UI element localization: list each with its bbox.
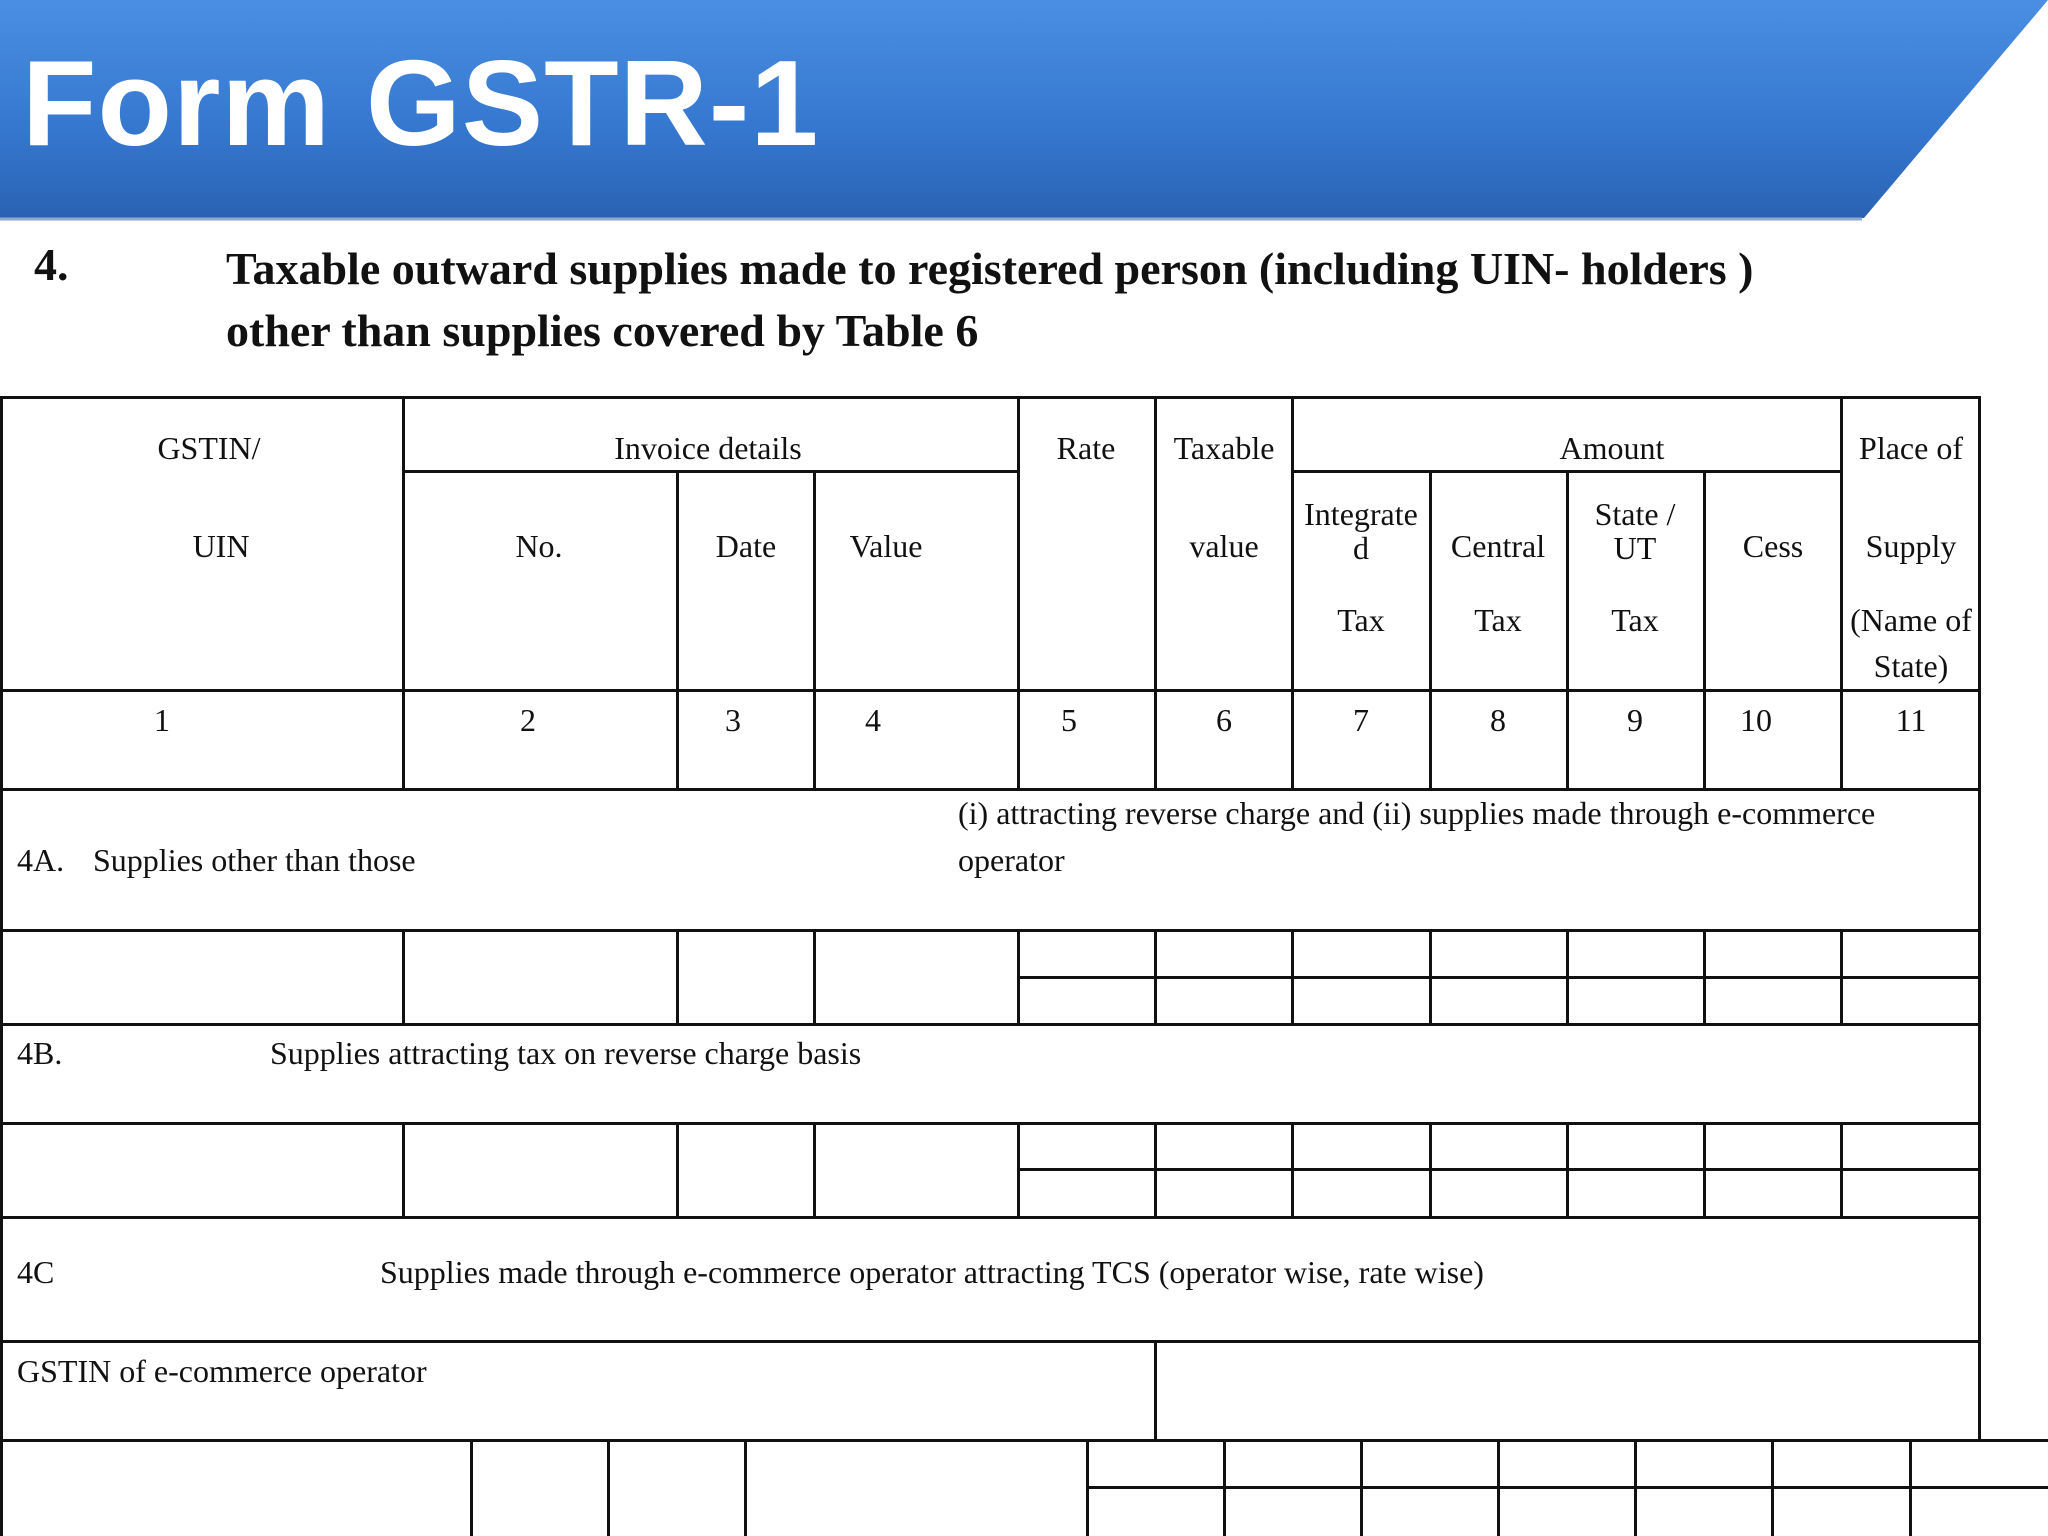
ecom-operator-label: GSTIN of e-commerce operator [17, 1353, 427, 1389]
grid-line [1291, 1122, 1294, 1219]
grid-line [0, 1023, 1981, 1026]
grid-line [813, 929, 816, 1026]
row-4c-code: 4C [17, 1254, 55, 1290]
grid-line [402, 929, 405, 1026]
grid-line [1154, 396, 1157, 791]
grid-line [1017, 1122, 1020, 1219]
header-state-ut: UT [1613, 530, 1657, 566]
header-taxable-value: value [1189, 528, 1259, 564]
header-integrated: Integrate [1304, 496, 1418, 532]
column-number: 8 [1490, 702, 1506, 738]
header-invoice-details: Invoice details [614, 430, 802, 466]
grid-line [1087, 1486, 2048, 1489]
grid-line [744, 1439, 747, 1536]
header-name-of: (Name of [1850, 602, 1972, 638]
grid-line [1840, 929, 1843, 1026]
header-uin: UIN [192, 528, 250, 564]
column-number: 2 [520, 702, 536, 738]
grid-line [1566, 929, 1569, 1026]
grid-line [1497, 1439, 1500, 1536]
header-taxable: Taxable [1173, 430, 1275, 466]
section-heading-line-1: Taxable outward supplies made to registered person (including UIN- holders ) [226, 243, 1754, 294]
header-state-tax: Tax [1611, 602, 1659, 638]
header-place-of: Place of [1859, 430, 1963, 466]
header-amount: Amount [1559, 430, 1665, 466]
column-number: 4 [865, 702, 881, 738]
grid-line [402, 1122, 405, 1219]
header-no: No. [515, 528, 563, 564]
header-state-paren: State) [1873, 648, 1949, 684]
grid-line [1840, 396, 1843, 791]
grid-line [676, 470, 679, 791]
header-cess: Cess [1742, 528, 1804, 564]
grid-line [1018, 1168, 1981, 1171]
title-banner [0, 0, 2048, 222]
section-number: 4. [34, 239, 69, 290]
grid-line [470, 1439, 473, 1536]
column-number: 11 [1895, 702, 1927, 738]
page-title: Form GSTR-1 [22, 35, 820, 171]
header-value: Value [849, 528, 923, 564]
grid-line [1634, 1439, 1637, 1536]
grid-line [676, 929, 679, 1026]
header-central-tax: Tax [1474, 602, 1522, 638]
column-number: 1 [154, 702, 170, 738]
header-rate: Rate [1056, 430, 1116, 466]
grid-line [607, 1439, 610, 1536]
grid-line [0, 689, 1981, 692]
section-heading-line-2: other than supplies covered by Table 6 [226, 305, 979, 356]
grid-line [0, 1340, 1981, 1343]
grid-line [1909, 1439, 1912, 1536]
grid-line [1086, 1439, 1089, 1536]
grid-line [1566, 1122, 1569, 1219]
column-number: 10 [1740, 702, 1772, 738]
column-number: 7 [1353, 702, 1369, 738]
grid-line [402, 396, 405, 791]
grid-line [1429, 1122, 1432, 1219]
row-4a-text: Supplies other than those [93, 842, 416, 878]
row-4b-code: 4B. [17, 1035, 63, 1071]
grid-line [1429, 470, 1432, 791]
grid-line [1566, 470, 1569, 791]
grid-line [813, 470, 816, 791]
grid-line [1154, 929, 1157, 1026]
grid-line [1429, 929, 1432, 1026]
grid-line [1703, 1122, 1706, 1219]
section-heading [226, 238, 2006, 362]
column-number: 3 [725, 702, 741, 738]
grid-line [1223, 1439, 1226, 1536]
grid-line [1703, 929, 1706, 1026]
header-supply: Supply [1865, 528, 1957, 564]
row-4a-text-right-2: operator [958, 842, 1065, 878]
header-date: Date [715, 528, 777, 564]
grid-line [0, 788, 1981, 791]
grid-line [402, 470, 1018, 473]
header-integrated-tax: Tax [1337, 602, 1385, 638]
row-4a-code: 4A. [17, 842, 65, 878]
grid-line [0, 396, 1981, 399]
row-4c-text: Supplies made through e-commerce operator attracting TCS (operator wise, rate wise) [380, 1254, 1484, 1290]
grid-line [1360, 1439, 1363, 1536]
grid-line [1291, 929, 1294, 1026]
column-number: 5 [1061, 702, 1077, 738]
grid-line [1018, 976, 1981, 979]
grid-line [1017, 929, 1020, 1026]
grid-line [0, 1439, 2048, 1442]
grid-line [1840, 1122, 1843, 1219]
grid-line [1154, 1340, 1157, 1442]
grid-line [813, 1122, 816, 1219]
header-gstin: GSTIN/ [157, 430, 261, 466]
header-state: State / [1594, 496, 1676, 532]
grid-line [1978, 396, 1981, 1442]
row-4b-text: Supplies attracting tax on reverse charge basis [270, 1035, 862, 1071]
grid-line [0, 1122, 1981, 1125]
row-4a-text-right-1: (i) attracting reverse charge and (ii) supplies made through e-commerce [958, 795, 1876, 831]
column-number: 6 [1216, 702, 1232, 738]
grid-line [0, 1216, 1981, 1219]
grid-line [1771, 1439, 1774, 1536]
grid-line [676, 1122, 679, 1219]
grid-line [0, 929, 1981, 932]
header-central: Central [1450, 528, 1546, 564]
grid-line [1017, 396, 1020, 791]
grid-line [1703, 470, 1706, 791]
column-number: 9 [1627, 702, 1643, 738]
grid-line [1291, 396, 1294, 791]
grid-line [0, 396, 3, 1536]
header-integrated-d: d [1353, 530, 1369, 566]
grid-line [1154, 1122, 1157, 1219]
